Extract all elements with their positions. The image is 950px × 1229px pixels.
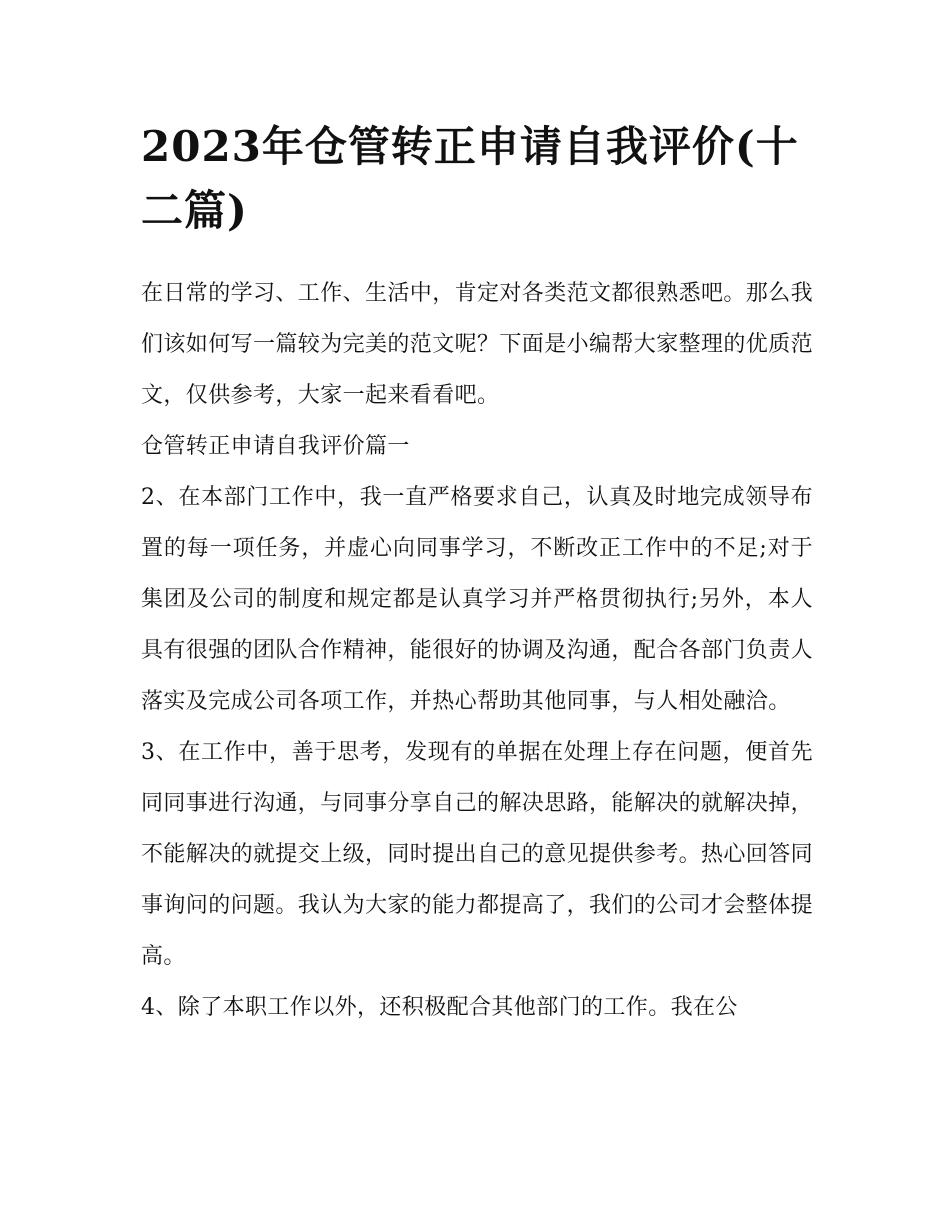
document-title: 2023年仓管转正申请自我评价(十二篇) xyxy=(141,122,799,235)
section-heading: 仓管转正申请自我评价篇一 xyxy=(141,434,410,459)
body-paragraph: 4、除了本职工作以外，还积极配合其他部门的工作。我在公 xyxy=(141,995,738,1020)
body-paragraph: 3、在工作中，善于思考，发现有的单据在处理上存在问题，便首先同同事进行沟通，与同事分享自己的解决思路，能解决的就解决掉，不能解决的就提交上级，同时提出自己的意见提供参考。热心回答同事询问的问题。我认为大家的能力都提高了，我们的公司才会整体提高。 xyxy=(141,740,814,969)
document-body xyxy=(141,115,813,1033)
intro-paragraph: 在日常的学习、工作、生活中，肯定对各类范文都很熟悉吧。那么我们该如何写一篇较为完美的范文呢？下面是小编帮大家整理的优质范文，仅供参考，大家一起来看看吧。 xyxy=(141,281,814,408)
body-paragraph: 2、在本部门工作中，我一直严格要求自己，认真及时地完成领导布置的每一项任务，并虚心向同事学习，不断改正工作中的不足;对于集团及公司的制度和规定都是认真学习并严格贯彻执行;另外，本人具有很强的团队合作精神，能很好的协调及沟通，配合各部门负责人落实及完成公司各项工作，并热心帮助其他同事，与人相处融洽。 xyxy=(141,485,814,714)
